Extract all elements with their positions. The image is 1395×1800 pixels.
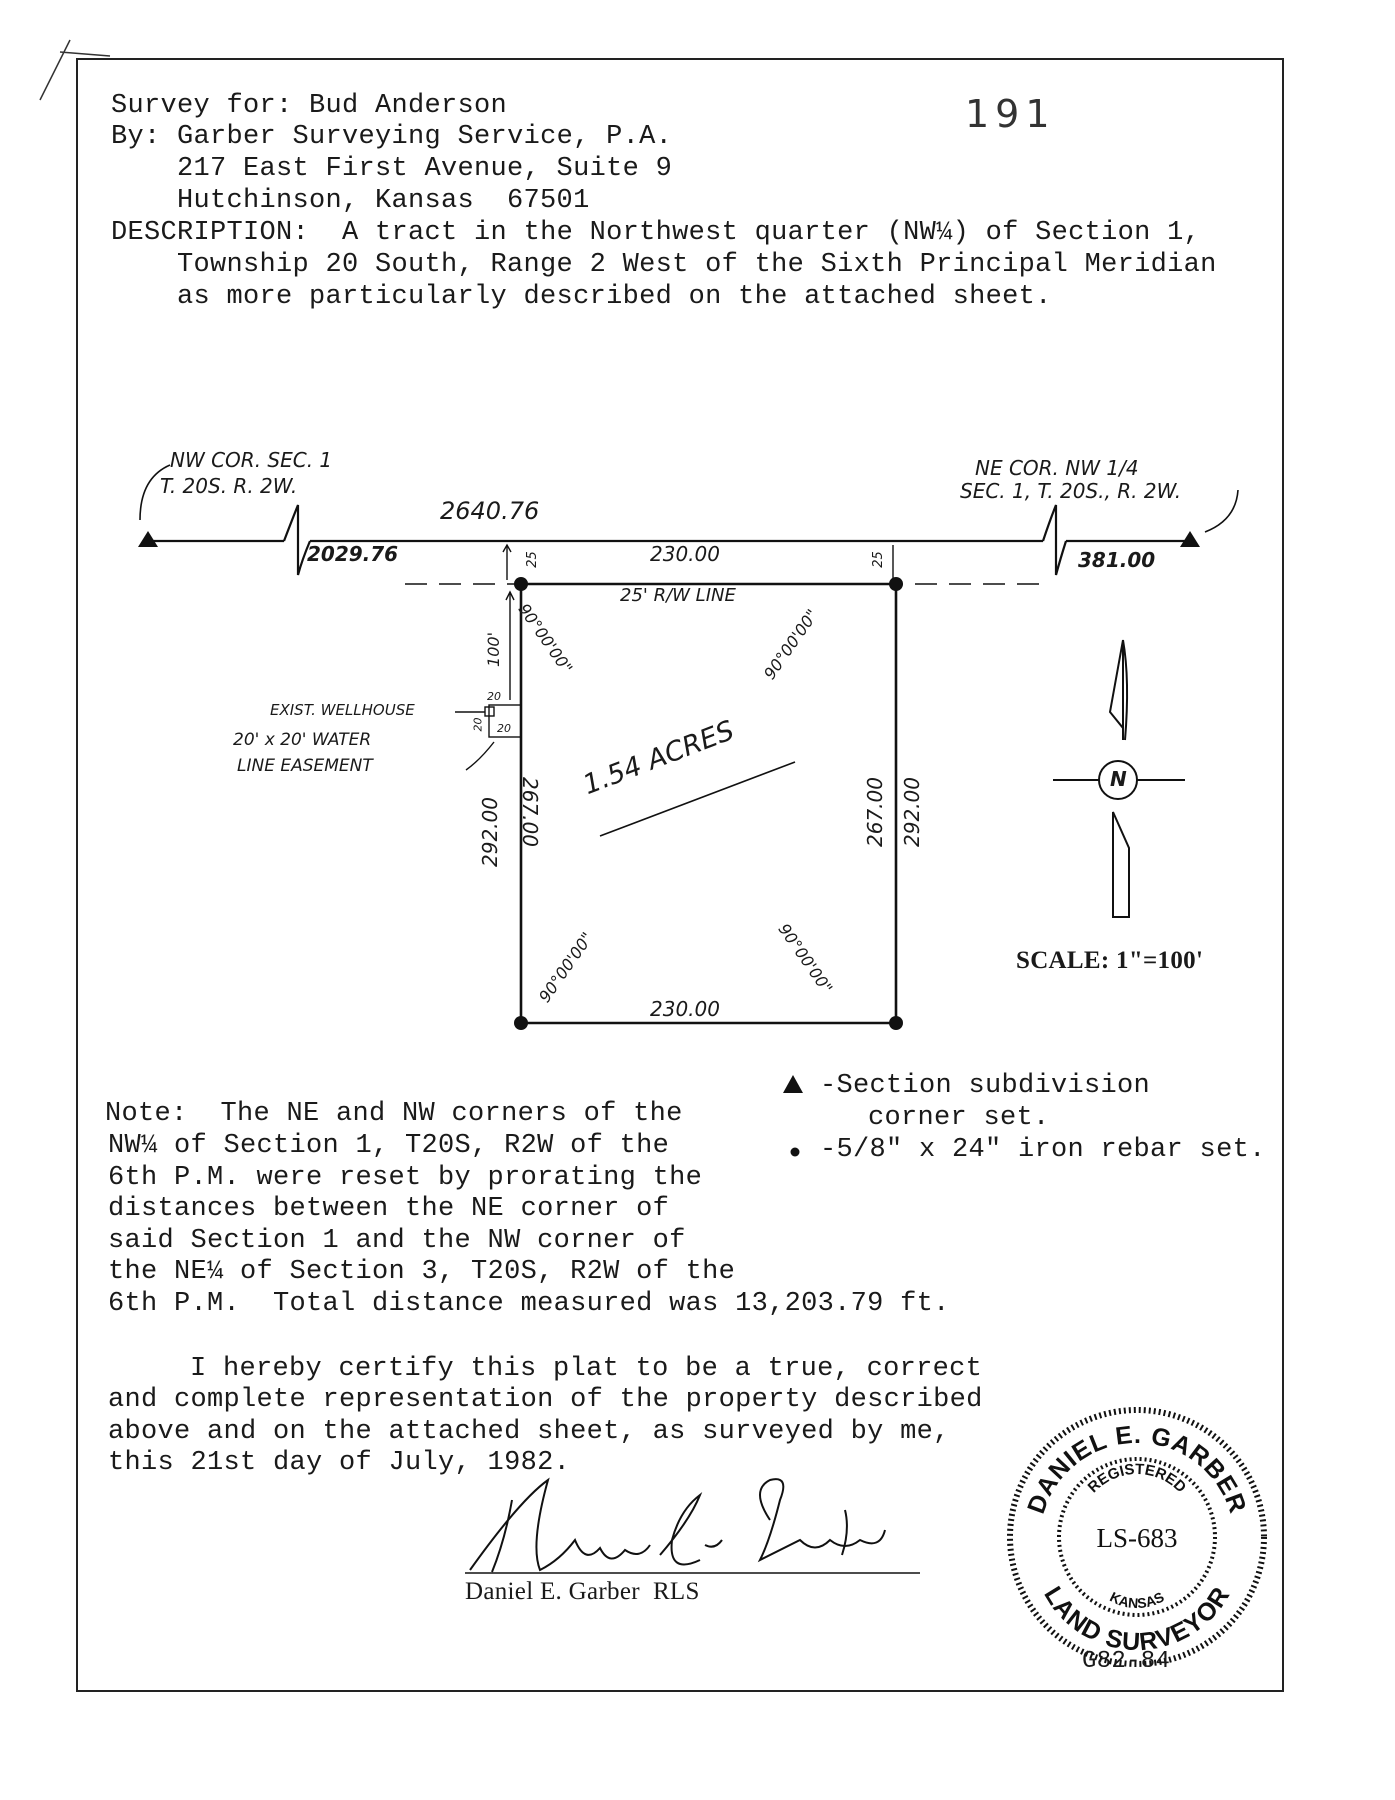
- note-line-1: Note: The NE and NW corners of the: [105, 1099, 683, 1129]
- easement-dim-top: 20: [487, 690, 501, 703]
- seal-registered: REGISTERED: [1084, 1460, 1190, 1497]
- note-line-7: 6th P.M. Total distance measured was 13,203.79 ft.: [108, 1289, 950, 1319]
- easement-dim-side: 20: [471, 717, 485, 732]
- seal-license: LS-683: [1096, 1523, 1178, 1553]
- wellhouse-label: EXIST. WELLHOUSE: [270, 701, 415, 719]
- certification-line-2: and complete representation of the property described: [108, 1385, 983, 1415]
- rw-width-left: 25: [524, 551, 540, 568]
- west-line-inner-distance: 267.00: [517, 777, 542, 847]
- legend-triangle-label-line1: -Section subdivision: [820, 1071, 1151, 1101]
- rw-line-label: 25' R/W LINE: [620, 585, 736, 606]
- angle-se: 90°00'00": [774, 920, 837, 998]
- legend-triangle-label-line2: corner set.: [868, 1103, 1050, 1133]
- note-line-3: 6th P.M. were reset by prorating the: [108, 1163, 703, 1193]
- job-number: G82-84: [1082, 1648, 1171, 1675]
- east-line-inner-distance: 267.00: [862, 777, 887, 847]
- scale-label: SCALE: 1"=100': [1016, 947, 1204, 974]
- south-line-distance: 230.00: [650, 997, 720, 1021]
- angle-ne: 90°00'00": [760, 605, 822, 683]
- description-line2: Township 20 South, Range 2 West of the Sixth Principal Meridian: [177, 250, 1217, 280]
- west-line-outer-distance: 292.00: [477, 797, 502, 867]
- easement-label-line2: LINE EASEMENT: [237, 756, 373, 776]
- surveyor-address-line1: 217 East First Avenue, Suite 9: [177, 154, 673, 184]
- tract-area-label: 1.54 ACRES: [578, 715, 739, 801]
- north-line-distance: 230.00: [650, 542, 720, 566]
- nw-corner-label-line1: NW COR. SEC. 1: [170, 448, 333, 472]
- seal-name: DANIEL E. GARBER: [1022, 1420, 1252, 1518]
- legend-dot-label: -5/8" x 24" iron rebar set.: [820, 1135, 1266, 1165]
- easement-dim-inner: 20: [497, 722, 511, 735]
- nw-corner-label-line2: T. 20S. R. 2W.: [160, 474, 298, 498]
- signature-name: Daniel E. Garber RLS: [465, 1578, 700, 1605]
- easement-label-line1: 20' x 20' WATER: [233, 730, 372, 750]
- angle-nw: 90°00'00": [514, 600, 577, 678]
- note-line-4: distances between the NE corner of: [108, 1194, 670, 1224]
- ne-corner-label-line1: NE COR. NW 1/4: [975, 456, 1139, 480]
- west-distance-label: 2029.76: [307, 542, 399, 566]
- certification-line-4: this 21st day of July, 1982.: [108, 1448, 571, 1478]
- rw-width-right: 25: [870, 551, 886, 568]
- survey-for: Survey for: Bud Anderson: [111, 91, 508, 121]
- angle-sw: 90°00'00": [535, 928, 597, 1006]
- easement-offset-label: 100': [483, 632, 503, 667]
- certification-line-1: I hereby certify this plat to be a true, correct: [190, 1354, 983, 1384]
- description-line3: as more particularly described on the attached sheet.: [177, 282, 1052, 312]
- description-line1: DESCRIPTION: A tract in the Northwest quarter (NW¼) of Section 1,: [111, 218, 1201, 248]
- surveyor-address-line2: Hutchinson, Kansas 67501: [177, 186, 590, 216]
- seal-state: KANSAS: [1107, 1588, 1167, 1612]
- east-distance-label: 381.00: [1078, 548, 1156, 572]
- note-line-2: NW¼ of Section 1, T20S, R2W of the: [108, 1131, 670, 1161]
- total-distance-label: 2640.76: [440, 497, 540, 525]
- note-line-6: the NE¼ of Section 3, T20S, R2W of the: [108, 1257, 736, 1287]
- note-line-5: said Section 1 and the NW corner of: [108, 1226, 686, 1256]
- handwritten-page-number: 191: [965, 92, 1056, 136]
- ne-corner-label-line2: SEC. 1, T. 20S., R. 2W.: [960, 479, 1182, 503]
- north-arrow-letter: N: [1110, 767, 1127, 791]
- seal-title: LAND SURVEYOR: [1038, 1581, 1236, 1657]
- east-line-outer-distance: 292.00: [899, 777, 924, 847]
- surveyor-company: By: Garber Surveying Service, P.A.: [111, 122, 673, 152]
- certification-line-3: above and on the attached sheet, as surveyed by me,: [108, 1417, 950, 1447]
